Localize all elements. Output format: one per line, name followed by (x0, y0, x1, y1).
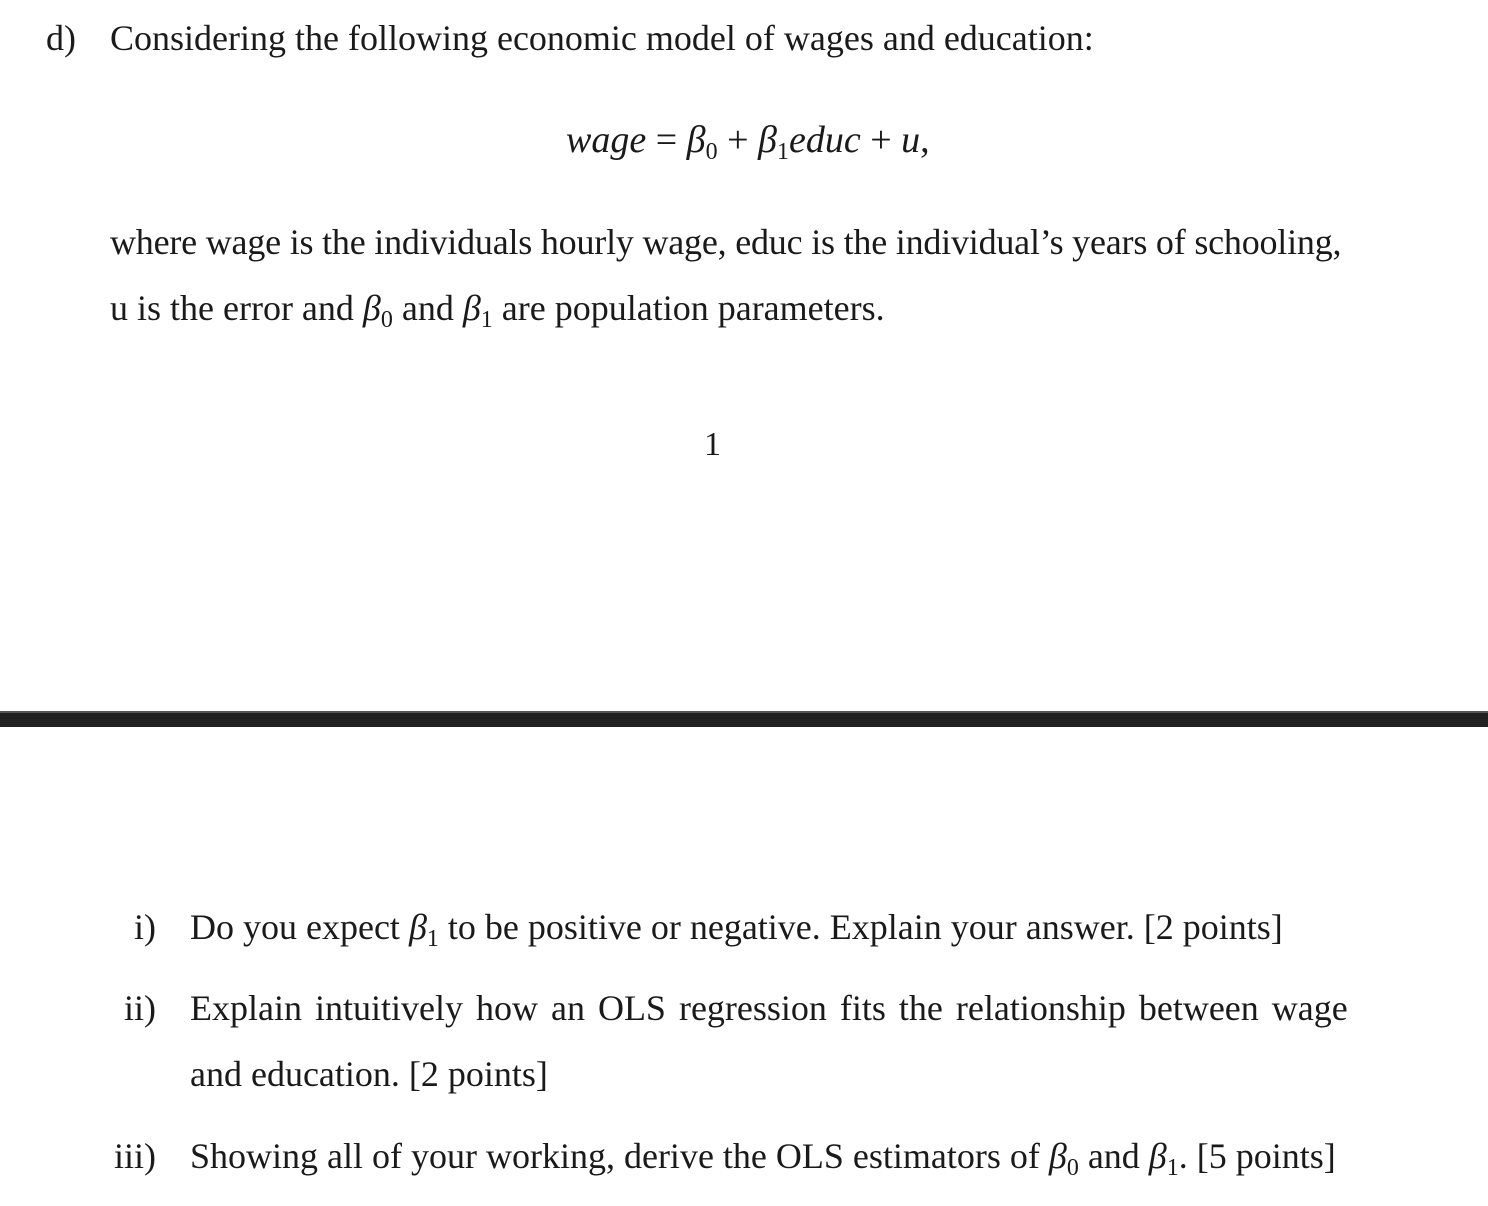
beta1-symbol: $\beta_1$ (1148, 1136, 1179, 1181)
question-ii-text-line-2: and education. [2 points] (190, 1054, 548, 1094)
beta1-symbol: $\beta_1$ (408, 907, 439, 952)
beta0-symbol: $\beta_0$ (1048, 1136, 1079, 1181)
part-d-label: d) (46, 18, 76, 58)
description-line-2: u is the error and $\beta_0$ and $\beta_1$ are population parameters. (110, 288, 885, 333)
eq-beta0: $\beta_0$ (686, 119, 718, 165)
eq-educ: educ (788, 119, 861, 161)
page-number: 1 (704, 426, 721, 463)
eq-beta1: $\beta_1$ (758, 119, 789, 165)
eq-u: u (901, 119, 921, 161)
question-ii-text-line-1: Explain intuitively how an OLS regression fits the relationship between wage (190, 988, 1348, 1028)
part-d-intro: Considering the following economic model of wages and education: (110, 18, 1094, 58)
page-break-divider (0, 711, 1488, 727)
question-i-label: i) (134, 907, 156, 947)
eq-comma: , (920, 119, 930, 161)
beta1-symbol: $\beta_1$ (462, 288, 493, 333)
question-iii-label: iii) (114, 1136, 156, 1176)
description-line-1: where wage is the individuals hourly wage, educ is the individual’s years of schooling, (110, 222, 1342, 262)
eq-plus-2: + (870, 119, 892, 161)
model-equation (566, 118, 930, 165)
question-iii-text: Showing all of your working, derive the OLS estimators of $\beta_0$ and $\beta_1$. [5 points] (190, 1136, 1336, 1181)
question-i-text: Do you expect $\beta_1$ to be positive or negative. Explain your answer. [2 points] (190, 907, 1283, 952)
eq-equals: = (655, 119, 678, 161)
question-ii-label: ii) (124, 988, 156, 1028)
eq-plus-1: + (727, 119, 749, 161)
beta0-symbol: $\beta_0$ (362, 288, 393, 333)
eq-wage: wage (566, 119, 647, 161)
